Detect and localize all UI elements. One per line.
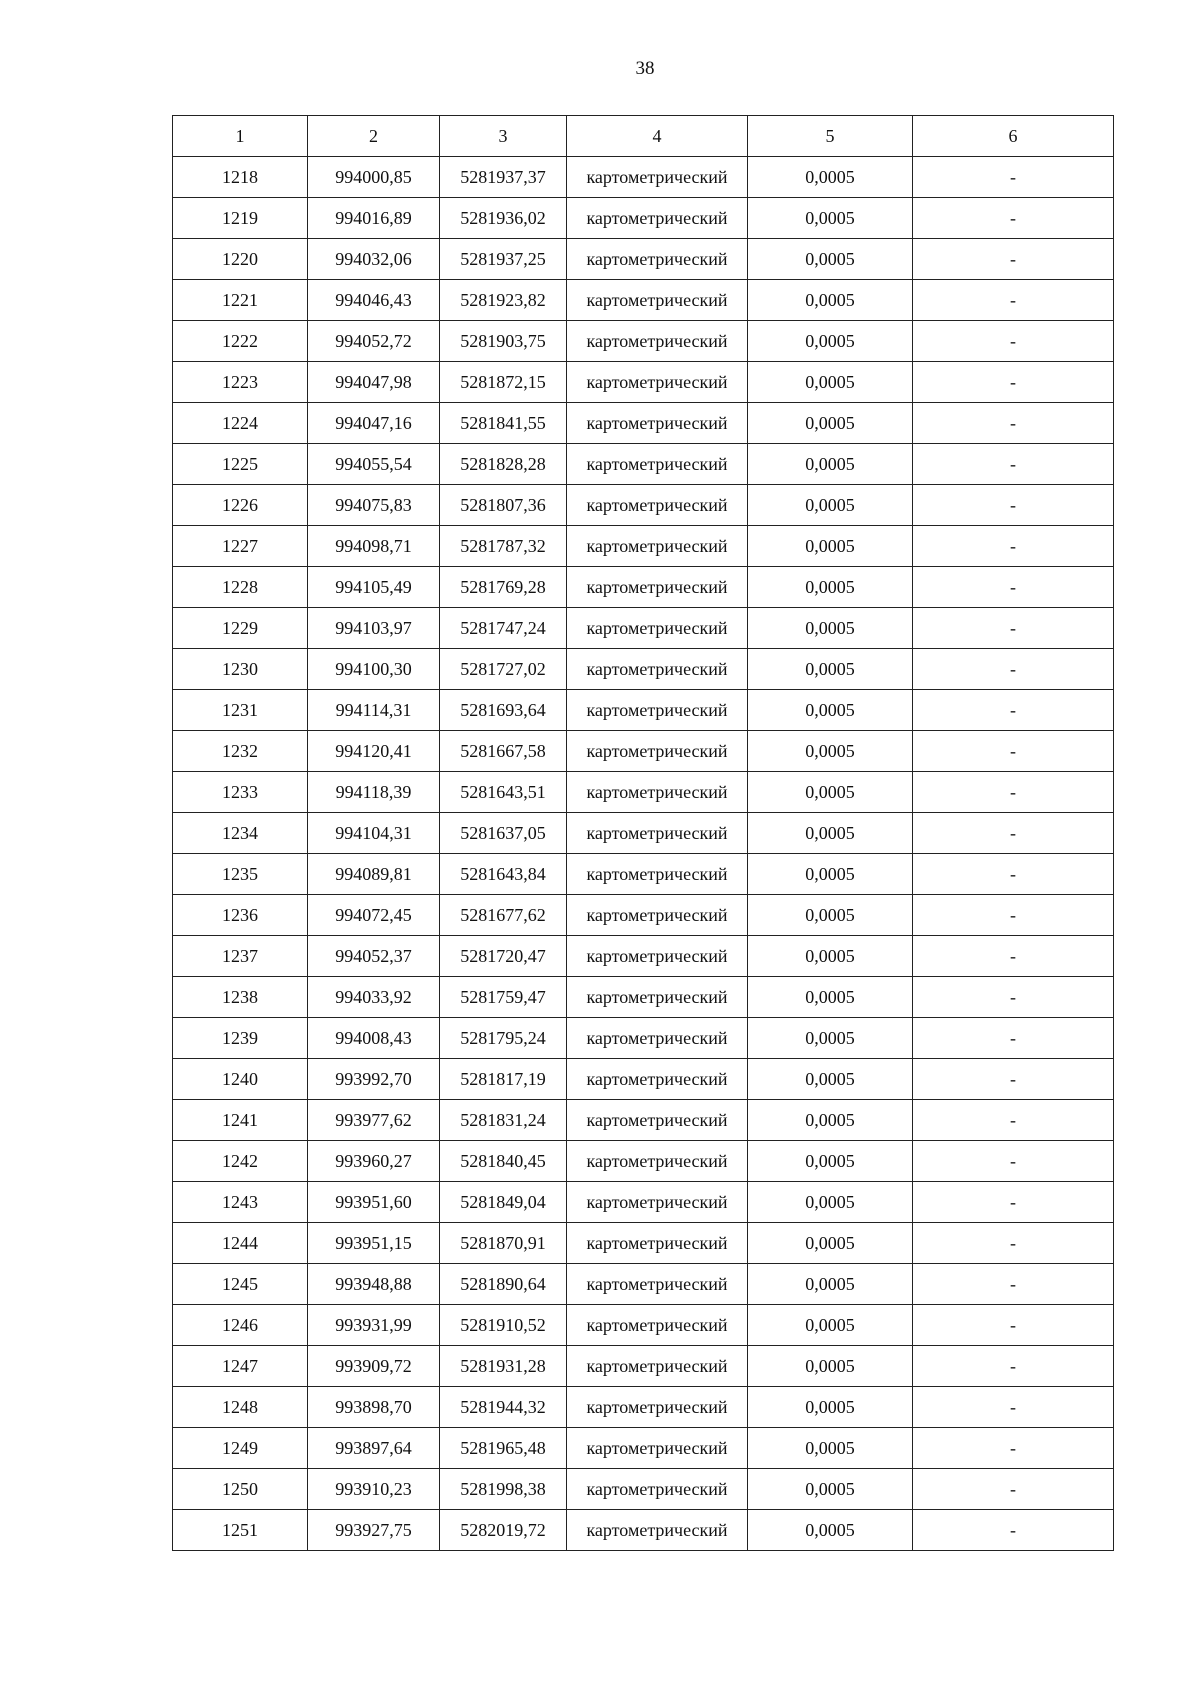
accuracy-cell: 0,0005 [748, 772, 913, 813]
note-cell: - [913, 403, 1114, 444]
method-cell: картометрический [567, 362, 748, 403]
x-coordinate-cell: 993951,60 [308, 1182, 440, 1223]
note-cell: - [913, 1182, 1114, 1223]
x-coordinate-cell: 994118,39 [308, 772, 440, 813]
method-cell: картометрический [567, 1264, 748, 1305]
table-row [173, 157, 1114, 198]
note-cell: - [913, 1428, 1114, 1469]
y-coordinate-cell: 5281890,64 [440, 1264, 567, 1305]
y-coordinate-cell: 5282019,72 [440, 1510, 567, 1551]
y-coordinate-cell: 5281727,02 [440, 649, 567, 690]
table-row [173, 526, 1114, 567]
table-row [173, 690, 1114, 731]
x-coordinate-cell: 994000,85 [308, 157, 440, 198]
accuracy-cell: 0,0005 [748, 1469, 913, 1510]
accuracy-cell: 0,0005 [748, 239, 913, 280]
method-cell: картометрический [567, 854, 748, 895]
point-number-cell: 1239 [173, 1018, 308, 1059]
accuracy-cell: 0,0005 [748, 731, 913, 772]
point-number-cell: 1235 [173, 854, 308, 895]
note-cell: - [913, 731, 1114, 772]
table-row [173, 239, 1114, 280]
table-row [173, 1469, 1114, 1510]
table-row [173, 444, 1114, 485]
point-number-cell: 1247 [173, 1346, 308, 1387]
y-coordinate-cell: 5281637,05 [440, 813, 567, 854]
point-number-cell: 1220 [173, 239, 308, 280]
table-row [173, 198, 1114, 239]
y-coordinate-cell: 5281903,75 [440, 321, 567, 362]
y-coordinate-cell: 5281643,51 [440, 772, 567, 813]
method-cell: картометрический [567, 239, 748, 280]
method-cell: картометрический [567, 772, 748, 813]
x-coordinate-cell: 993927,75 [308, 1510, 440, 1551]
method-cell: картометрический [567, 1182, 748, 1223]
x-coordinate-cell: 993898,70 [308, 1387, 440, 1428]
accuracy-cell: 0,0005 [748, 485, 913, 526]
y-coordinate-cell: 5281937,25 [440, 239, 567, 280]
point-number-cell: 1249 [173, 1428, 308, 1469]
table-row [173, 1387, 1114, 1428]
point-number-cell: 1242 [173, 1141, 308, 1182]
table-row [173, 936, 1114, 977]
x-coordinate-cell: 994120,41 [308, 731, 440, 772]
y-coordinate-cell: 5281937,37 [440, 157, 567, 198]
accuracy-cell: 0,0005 [748, 1387, 913, 1428]
method-cell: картометрический [567, 1469, 748, 1510]
method-cell: картометрический [567, 649, 748, 690]
column-number: 5 [748, 116, 913, 157]
point-number-cell: 1243 [173, 1182, 308, 1223]
x-coordinate-cell: 993992,70 [308, 1059, 440, 1100]
method-cell: картометрический [567, 936, 748, 977]
point-number-cell: 1246 [173, 1305, 308, 1346]
accuracy-cell: 0,0005 [748, 936, 913, 977]
note-cell: - [913, 690, 1114, 731]
method-cell: картометрический [567, 444, 748, 485]
y-coordinate-cell: 5281817,19 [440, 1059, 567, 1100]
note-cell: - [913, 813, 1114, 854]
x-coordinate-cell: 994047,98 [308, 362, 440, 403]
method-cell: картометрический [567, 1223, 748, 1264]
x-coordinate-cell: 993910,23 [308, 1469, 440, 1510]
table-row [173, 895, 1114, 936]
y-coordinate-cell: 5281936,02 [440, 198, 567, 239]
accuracy-cell: 0,0005 [748, 198, 913, 239]
accuracy-cell: 0,0005 [748, 280, 913, 321]
note-cell: - [913, 157, 1114, 198]
method-cell: картометрический [567, 895, 748, 936]
point-number-cell: 1238 [173, 977, 308, 1018]
x-coordinate-cell: 994033,92 [308, 977, 440, 1018]
y-coordinate-cell: 5281910,52 [440, 1305, 567, 1346]
note-cell: - [913, 567, 1114, 608]
accuracy-cell: 0,0005 [748, 1141, 913, 1182]
point-number-cell: 1228 [173, 567, 308, 608]
y-coordinate-cell: 5281769,28 [440, 567, 567, 608]
method-cell: картометрический [567, 1510, 748, 1551]
method-cell: картометрический [567, 1305, 748, 1346]
note-cell: - [913, 1346, 1114, 1387]
accuracy-cell: 0,0005 [748, 526, 913, 567]
accuracy-cell: 0,0005 [748, 403, 913, 444]
column-number: 3 [440, 116, 567, 157]
x-coordinate-cell: 994105,49 [308, 567, 440, 608]
accuracy-cell: 0,0005 [748, 1428, 913, 1469]
accuracy-cell: 0,0005 [748, 444, 913, 485]
accuracy-cell: 0,0005 [748, 690, 913, 731]
y-coordinate-cell: 5281720,47 [440, 936, 567, 977]
point-number-cell: 1240 [173, 1059, 308, 1100]
method-cell: картометрический [567, 1141, 748, 1182]
x-coordinate-cell: 994052,72 [308, 321, 440, 362]
table-row [173, 1141, 1114, 1182]
table-row [173, 485, 1114, 526]
y-coordinate-cell: 5281923,82 [440, 280, 567, 321]
note-cell: - [913, 526, 1114, 567]
x-coordinate-cell: 994114,31 [308, 690, 440, 731]
table-row [173, 567, 1114, 608]
accuracy-cell: 0,0005 [748, 567, 913, 608]
x-coordinate-cell: 994100,30 [308, 649, 440, 690]
x-coordinate-cell: 993909,72 [308, 1346, 440, 1387]
table-row [173, 854, 1114, 895]
y-coordinate-cell: 5281643,84 [440, 854, 567, 895]
column-number-row [173, 116, 1114, 157]
y-coordinate-cell: 5281677,62 [440, 895, 567, 936]
method-cell: картометрический [567, 1018, 748, 1059]
note-cell: - [913, 649, 1114, 690]
method-cell: картометрический [567, 321, 748, 362]
x-coordinate-cell: 993977,62 [308, 1100, 440, 1141]
column-number: 2 [308, 116, 440, 157]
y-coordinate-cell: 5281849,04 [440, 1182, 567, 1223]
y-coordinate-cell: 5281870,91 [440, 1223, 567, 1264]
x-coordinate-cell: 994089,81 [308, 854, 440, 895]
y-coordinate-cell: 5281787,32 [440, 526, 567, 567]
point-number-cell: 1222 [173, 321, 308, 362]
point-number-cell: 1221 [173, 280, 308, 321]
note-cell: - [913, 772, 1114, 813]
note-cell: - [913, 1018, 1114, 1059]
table-row [173, 1305, 1114, 1346]
column-number: 6 [913, 116, 1114, 157]
y-coordinate-cell: 5281828,28 [440, 444, 567, 485]
note-cell: - [913, 444, 1114, 485]
method-cell: картометрический [567, 526, 748, 567]
point-number-cell: 1234 [173, 813, 308, 854]
table-row [173, 772, 1114, 813]
y-coordinate-cell: 5281831,24 [440, 1100, 567, 1141]
x-coordinate-cell: 994047,16 [308, 403, 440, 444]
y-coordinate-cell: 5281747,24 [440, 608, 567, 649]
point-number-cell: 1229 [173, 608, 308, 649]
note-cell: - [913, 362, 1114, 403]
note-cell: - [913, 485, 1114, 526]
point-number-cell: 1244 [173, 1223, 308, 1264]
x-coordinate-cell: 994016,89 [308, 198, 440, 239]
method-cell: картометрический [567, 567, 748, 608]
point-number-cell: 1219 [173, 198, 308, 239]
table-row [173, 977, 1114, 1018]
y-coordinate-cell: 5281795,24 [440, 1018, 567, 1059]
y-coordinate-cell: 5281841,55 [440, 403, 567, 444]
method-cell: картометрический [567, 1428, 748, 1469]
column-number: 1 [173, 116, 308, 157]
x-coordinate-cell: 994098,71 [308, 526, 440, 567]
y-coordinate-cell: 5281998,38 [440, 1469, 567, 1510]
note-cell: - [913, 1059, 1114, 1100]
accuracy-cell: 0,0005 [748, 649, 913, 690]
method-cell: картометрический [567, 403, 748, 444]
x-coordinate-cell: 993897,64 [308, 1428, 440, 1469]
accuracy-cell: 0,0005 [748, 1018, 913, 1059]
table-row [173, 1510, 1114, 1551]
x-coordinate-cell: 994008,43 [308, 1018, 440, 1059]
y-coordinate-cell: 5281807,36 [440, 485, 567, 526]
page-number: 38 [635, 58, 655, 79]
table-row [173, 1428, 1114, 1469]
method-cell: картометрический [567, 1059, 748, 1100]
note-cell: - [913, 321, 1114, 362]
point-number-cell: 1236 [173, 895, 308, 936]
y-coordinate-cell: 5281759,47 [440, 977, 567, 1018]
point-number-cell: 1233 [173, 772, 308, 813]
method-cell: картометрический [567, 1387, 748, 1428]
method-cell: картометрический [567, 1100, 748, 1141]
accuracy-cell: 0,0005 [748, 895, 913, 936]
accuracy-cell: 0,0005 [748, 608, 913, 649]
method-cell: картометрический [567, 485, 748, 526]
point-number-cell: 1250 [173, 1469, 308, 1510]
note-cell: - [913, 198, 1114, 239]
x-coordinate-cell: 993931,99 [308, 1305, 440, 1346]
x-coordinate-cell: 994032,06 [308, 239, 440, 280]
table-row [173, 403, 1114, 444]
note-cell: - [913, 280, 1114, 321]
x-coordinate-cell: 994075,83 [308, 485, 440, 526]
method-cell: картометрический [567, 813, 748, 854]
x-coordinate-cell: 994103,97 [308, 608, 440, 649]
x-coordinate-cell: 993960,27 [308, 1141, 440, 1182]
accuracy-cell: 0,0005 [748, 813, 913, 854]
method-cell: картометрический [567, 280, 748, 321]
accuracy-cell: 0,0005 [748, 362, 913, 403]
note-cell: - [913, 1223, 1114, 1264]
note-cell: - [913, 1100, 1114, 1141]
column-number: 4 [567, 116, 748, 157]
table-row [173, 1100, 1114, 1141]
coordinates-table [172, 115, 1114, 1551]
table-row [173, 813, 1114, 854]
accuracy-cell: 0,0005 [748, 1510, 913, 1551]
table-row [173, 1182, 1114, 1223]
accuracy-cell: 0,0005 [748, 1223, 913, 1264]
method-cell: картометрический [567, 690, 748, 731]
table-row [173, 608, 1114, 649]
note-cell: - [913, 239, 1114, 280]
method-cell: картометрический [567, 198, 748, 239]
y-coordinate-cell: 5281944,32 [440, 1387, 567, 1428]
table-row [173, 1223, 1114, 1264]
point-number-cell: 1232 [173, 731, 308, 772]
x-coordinate-cell: 993948,88 [308, 1264, 440, 1305]
method-cell: картометрический [567, 1346, 748, 1387]
point-number-cell: 1231 [173, 690, 308, 731]
table-row [173, 321, 1114, 362]
note-cell: - [913, 854, 1114, 895]
point-number-cell: 1227 [173, 526, 308, 567]
note-cell: - [913, 1387, 1114, 1428]
note-cell: - [913, 977, 1114, 1018]
x-coordinate-cell: 994052,37 [308, 936, 440, 977]
point-number-cell: 1248 [173, 1387, 308, 1428]
accuracy-cell: 0,0005 [748, 1059, 913, 1100]
point-number-cell: 1241 [173, 1100, 308, 1141]
method-cell: картометрический [567, 157, 748, 198]
table-row [173, 731, 1114, 772]
coordinates-table-body [173, 116, 1114, 1551]
x-coordinate-cell: 994046,43 [308, 280, 440, 321]
table-row [173, 1059, 1114, 1100]
accuracy-cell: 0,0005 [748, 977, 913, 1018]
point-number-cell: 1237 [173, 936, 308, 977]
accuracy-cell: 0,0005 [748, 1305, 913, 1346]
table-row [173, 1264, 1114, 1305]
accuracy-cell: 0,0005 [748, 1100, 913, 1141]
note-cell: - [913, 1469, 1114, 1510]
accuracy-cell: 0,0005 [748, 1182, 913, 1223]
table-row [173, 1018, 1114, 1059]
method-cell: картометрический [567, 977, 748, 1018]
note-cell: - [913, 608, 1114, 649]
accuracy-cell: 0,0005 [748, 854, 913, 895]
y-coordinate-cell: 5281931,28 [440, 1346, 567, 1387]
point-number-cell: 1225 [173, 444, 308, 485]
point-number-cell: 1230 [173, 649, 308, 690]
accuracy-cell: 0,0005 [748, 157, 913, 198]
accuracy-cell: 0,0005 [748, 1264, 913, 1305]
method-cell: картометрический [567, 731, 748, 772]
point-number-cell: 1223 [173, 362, 308, 403]
table-row [173, 1346, 1114, 1387]
point-number-cell: 1226 [173, 485, 308, 526]
accuracy-cell: 0,0005 [748, 321, 913, 362]
note-cell: - [913, 1305, 1114, 1346]
x-coordinate-cell: 994104,31 [308, 813, 440, 854]
x-coordinate-cell: 994072,45 [308, 895, 440, 936]
note-cell: - [913, 936, 1114, 977]
x-coordinate-cell: 993951,15 [308, 1223, 440, 1264]
y-coordinate-cell: 5281693,64 [440, 690, 567, 731]
method-cell: картометрический [567, 608, 748, 649]
y-coordinate-cell: 5281667,58 [440, 731, 567, 772]
table-row [173, 649, 1114, 690]
accuracy-cell: 0,0005 [748, 1346, 913, 1387]
point-number-cell: 1251 [173, 1510, 308, 1551]
point-number-cell: 1245 [173, 1264, 308, 1305]
point-number-cell: 1224 [173, 403, 308, 444]
table-row [173, 362, 1114, 403]
x-coordinate-cell: 994055,54 [308, 444, 440, 485]
y-coordinate-cell: 5281872,15 [440, 362, 567, 403]
y-coordinate-cell: 5281965,48 [440, 1428, 567, 1469]
point-number-cell: 1218 [173, 157, 308, 198]
note-cell: - [913, 1141, 1114, 1182]
note-cell: - [913, 1264, 1114, 1305]
table-row [173, 280, 1114, 321]
note-cell: - [913, 1510, 1114, 1551]
note-cell: - [913, 895, 1114, 936]
y-coordinate-cell: 5281840,45 [440, 1141, 567, 1182]
